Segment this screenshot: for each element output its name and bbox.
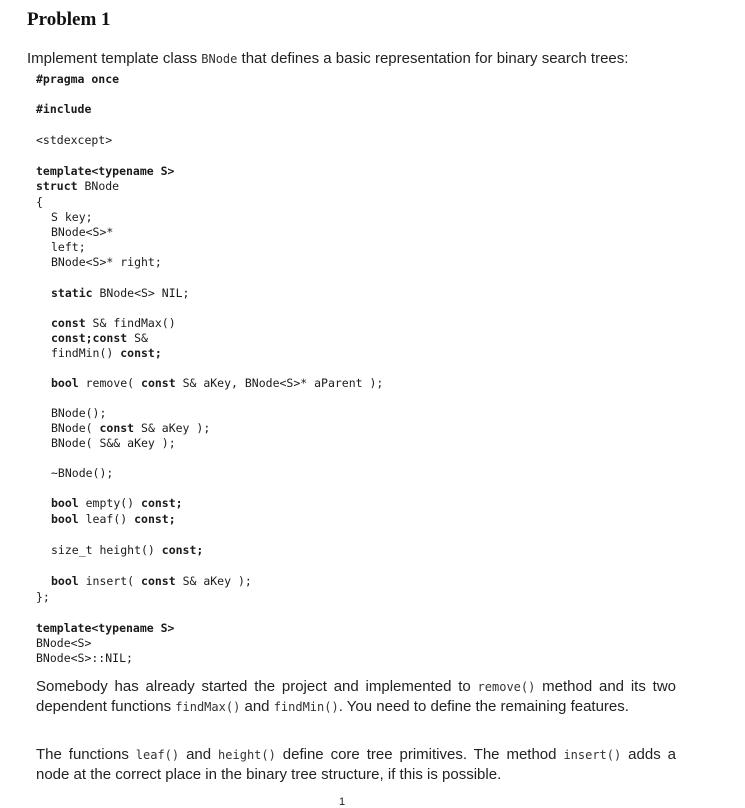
code-member-key: S key; bbox=[51, 210, 93, 224]
code-const-line: const;const S& bbox=[51, 331, 148, 345]
code-leaf: bool leaf() const; bbox=[51, 512, 176, 526]
code-nil-def: BNode<S>::NIL; bbox=[36, 651, 133, 665]
code-template-decl-2: template<typename S> bbox=[36, 621, 175, 635]
code-findmin: findMin() const; bbox=[51, 346, 162, 360]
code-include: #include bbox=[36, 102, 92, 116]
code-insert: bool insert( const S& aKey ); bbox=[51, 574, 252, 588]
code-stdexcept: <stdexcept> bbox=[36, 133, 113, 147]
code-findmax: const S& findMax() bbox=[51, 316, 176, 330]
code-nil-type: BNode<S> bbox=[36, 636, 92, 650]
paragraph-leaf-height: The functions leaf() and height() define core tree primitives. The method insert() adds a node at the correct place in the binary tree structure, if this is possible. bbox=[36, 746, 676, 783]
intro-text bbox=[27, 49, 727, 69]
code-empty: bool empty() const; bbox=[51, 496, 183, 510]
page-number: 1 bbox=[339, 796, 346, 808]
code-destructor: ~BNode(); bbox=[51, 466, 114, 480]
code-pragma: #pragma once bbox=[36, 72, 120, 86]
code-close-brace: }; bbox=[36, 590, 50, 604]
code-height: size_t height() const; bbox=[51, 543, 204, 557]
code-template-decl: template<typename S> bbox=[36, 164, 175, 178]
code-member-right: BNode<S>* right; bbox=[51, 255, 162, 269]
code-member-left-type: BNode<S>* bbox=[51, 225, 114, 239]
code-struct-line: struct BNode bbox=[36, 179, 120, 193]
code-remove: bool remove( const S& aKey, BNode<S>* aParent ); bbox=[51, 376, 384, 390]
code-ctor-default: BNode(); bbox=[51, 406, 107, 420]
code-member-left-name: left; bbox=[51, 240, 86, 254]
problem-heading: Problem 1 bbox=[27, 9, 111, 30]
intro-after: that defines a basic representation for binary search trees: bbox=[237, 50, 629, 67]
code-open-brace: { bbox=[36, 195, 43, 209]
intro-class-name: BNode bbox=[201, 52, 238, 66]
paragraph-remove: Somebody has already started the project and implemented to remove() method and its two dependent functions findMax() and findMin(). You need to define the remaining features. bbox=[36, 678, 676, 715]
code-static-nil: static BNode<S> NIL; bbox=[51, 286, 190, 300]
code-ctor-move: BNode( S&& aKey ); bbox=[51, 436, 176, 450]
code-ctor-const: BNode( const S& aKey ); bbox=[51, 421, 211, 435]
intro-before: Implement template class bbox=[27, 50, 202, 67]
